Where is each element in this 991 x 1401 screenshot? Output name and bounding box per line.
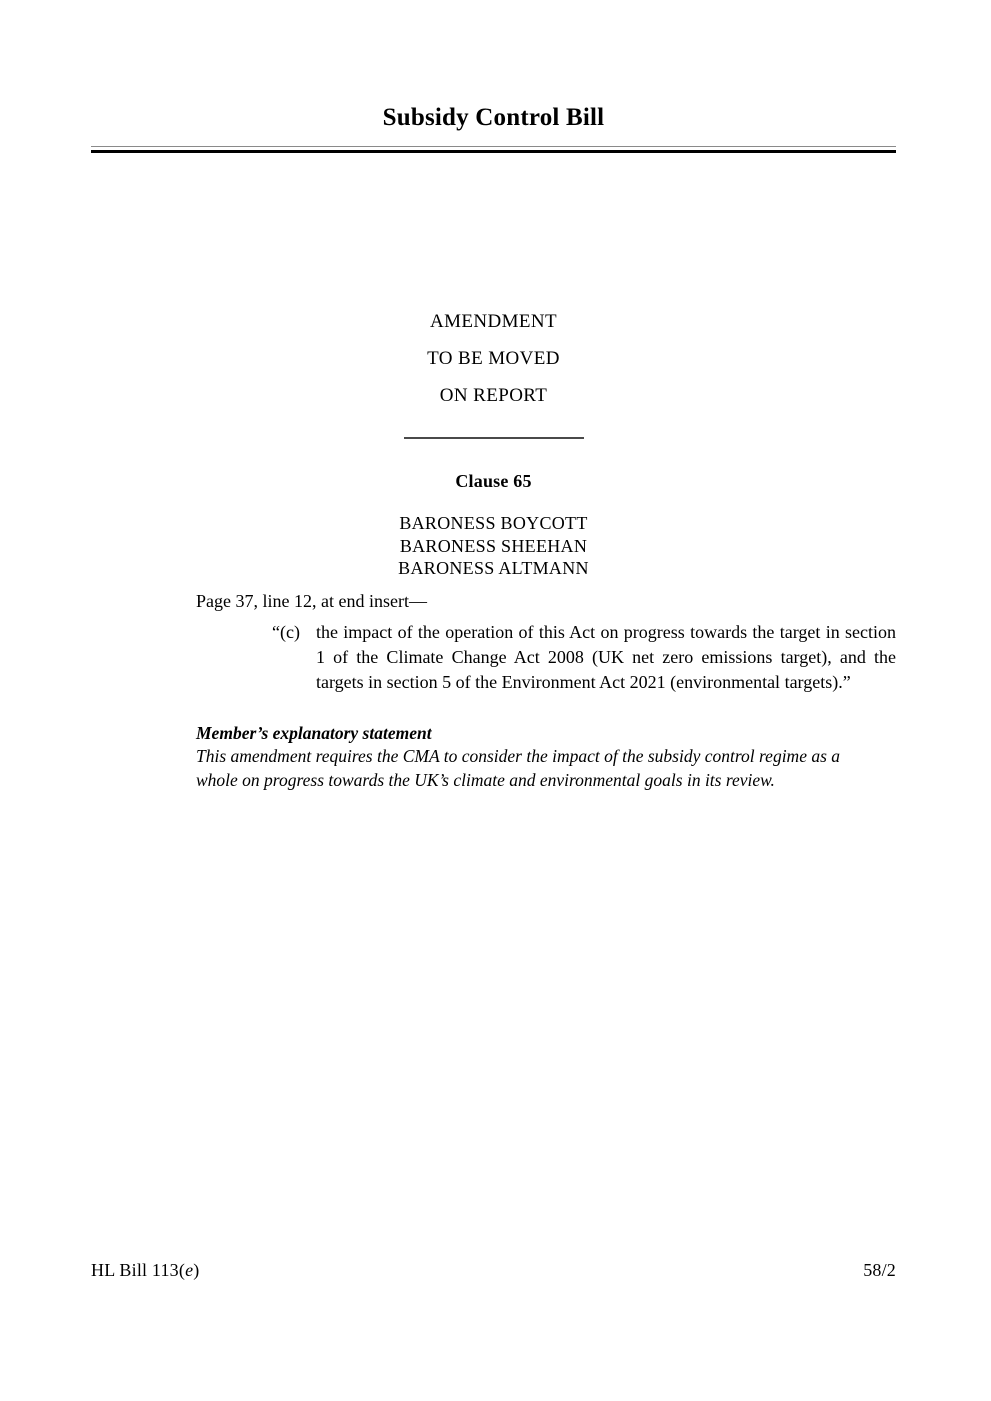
frontmatter-line-amendment: AMENDMENT (429, 311, 558, 332)
document-header (91, 104, 896, 153)
bill-reference (91, 1260, 199, 1281)
bill-reference-suffix: ) (193, 1260, 200, 1280)
divider-rule (404, 437, 584, 439)
clause-heading: Clause 65 (455, 471, 532, 491)
amendment-lead-in: Page 37, line 12, at end insert— (196, 591, 427, 611)
frontmatter-block (91, 303, 896, 580)
amendment-block (196, 589, 896, 695)
sponsor-name: BARONESS SHEEHAN (399, 535, 588, 556)
bill-reference-prefix: HL Bill 113( (91, 1260, 186, 1280)
explanatory-statement-body: This amendment requires the CMA to consider the impact of the subsidy control regime as a whole on progress towards the UK’s climate and environmental goals in its review. (196, 746, 841, 790)
bill-reference-edition: e (185, 1260, 194, 1280)
header-double-rule (91, 146, 896, 153)
explanatory-statement-heading: Member’s explanatory statement (196, 723, 432, 743)
amendment-item-marker: “(c) (272, 622, 300, 642)
sponsor-list (91, 512, 896, 580)
sponsor-name: BARONESS ALTMANN (398, 558, 589, 578)
section-divider (91, 437, 896, 439)
amendment-item (272, 620, 896, 695)
page-number: 58/2 (863, 1260, 896, 1280)
sponsor-name: BARONESS BOYCOTT (399, 513, 588, 533)
frontmatter-line-to-be-moved: TO BE MOVED (427, 348, 560, 369)
document-footer (91, 1260, 896, 1281)
page-title: Subsidy Control Bill (382, 104, 605, 131)
explanatory-statement-block (196, 722, 886, 792)
frontmatter-line-on-report: ON REPORT (439, 385, 548, 406)
amendment-item-text: the impact of the operation of this Act on progress towards the target in section 1 of the Climate Change Act 2008 (UK net zero emissions target), and the targets in section 5 of the Environment Act 2021 (environmental targets).” (316, 622, 896, 692)
header-rule-thick (91, 150, 896, 153)
